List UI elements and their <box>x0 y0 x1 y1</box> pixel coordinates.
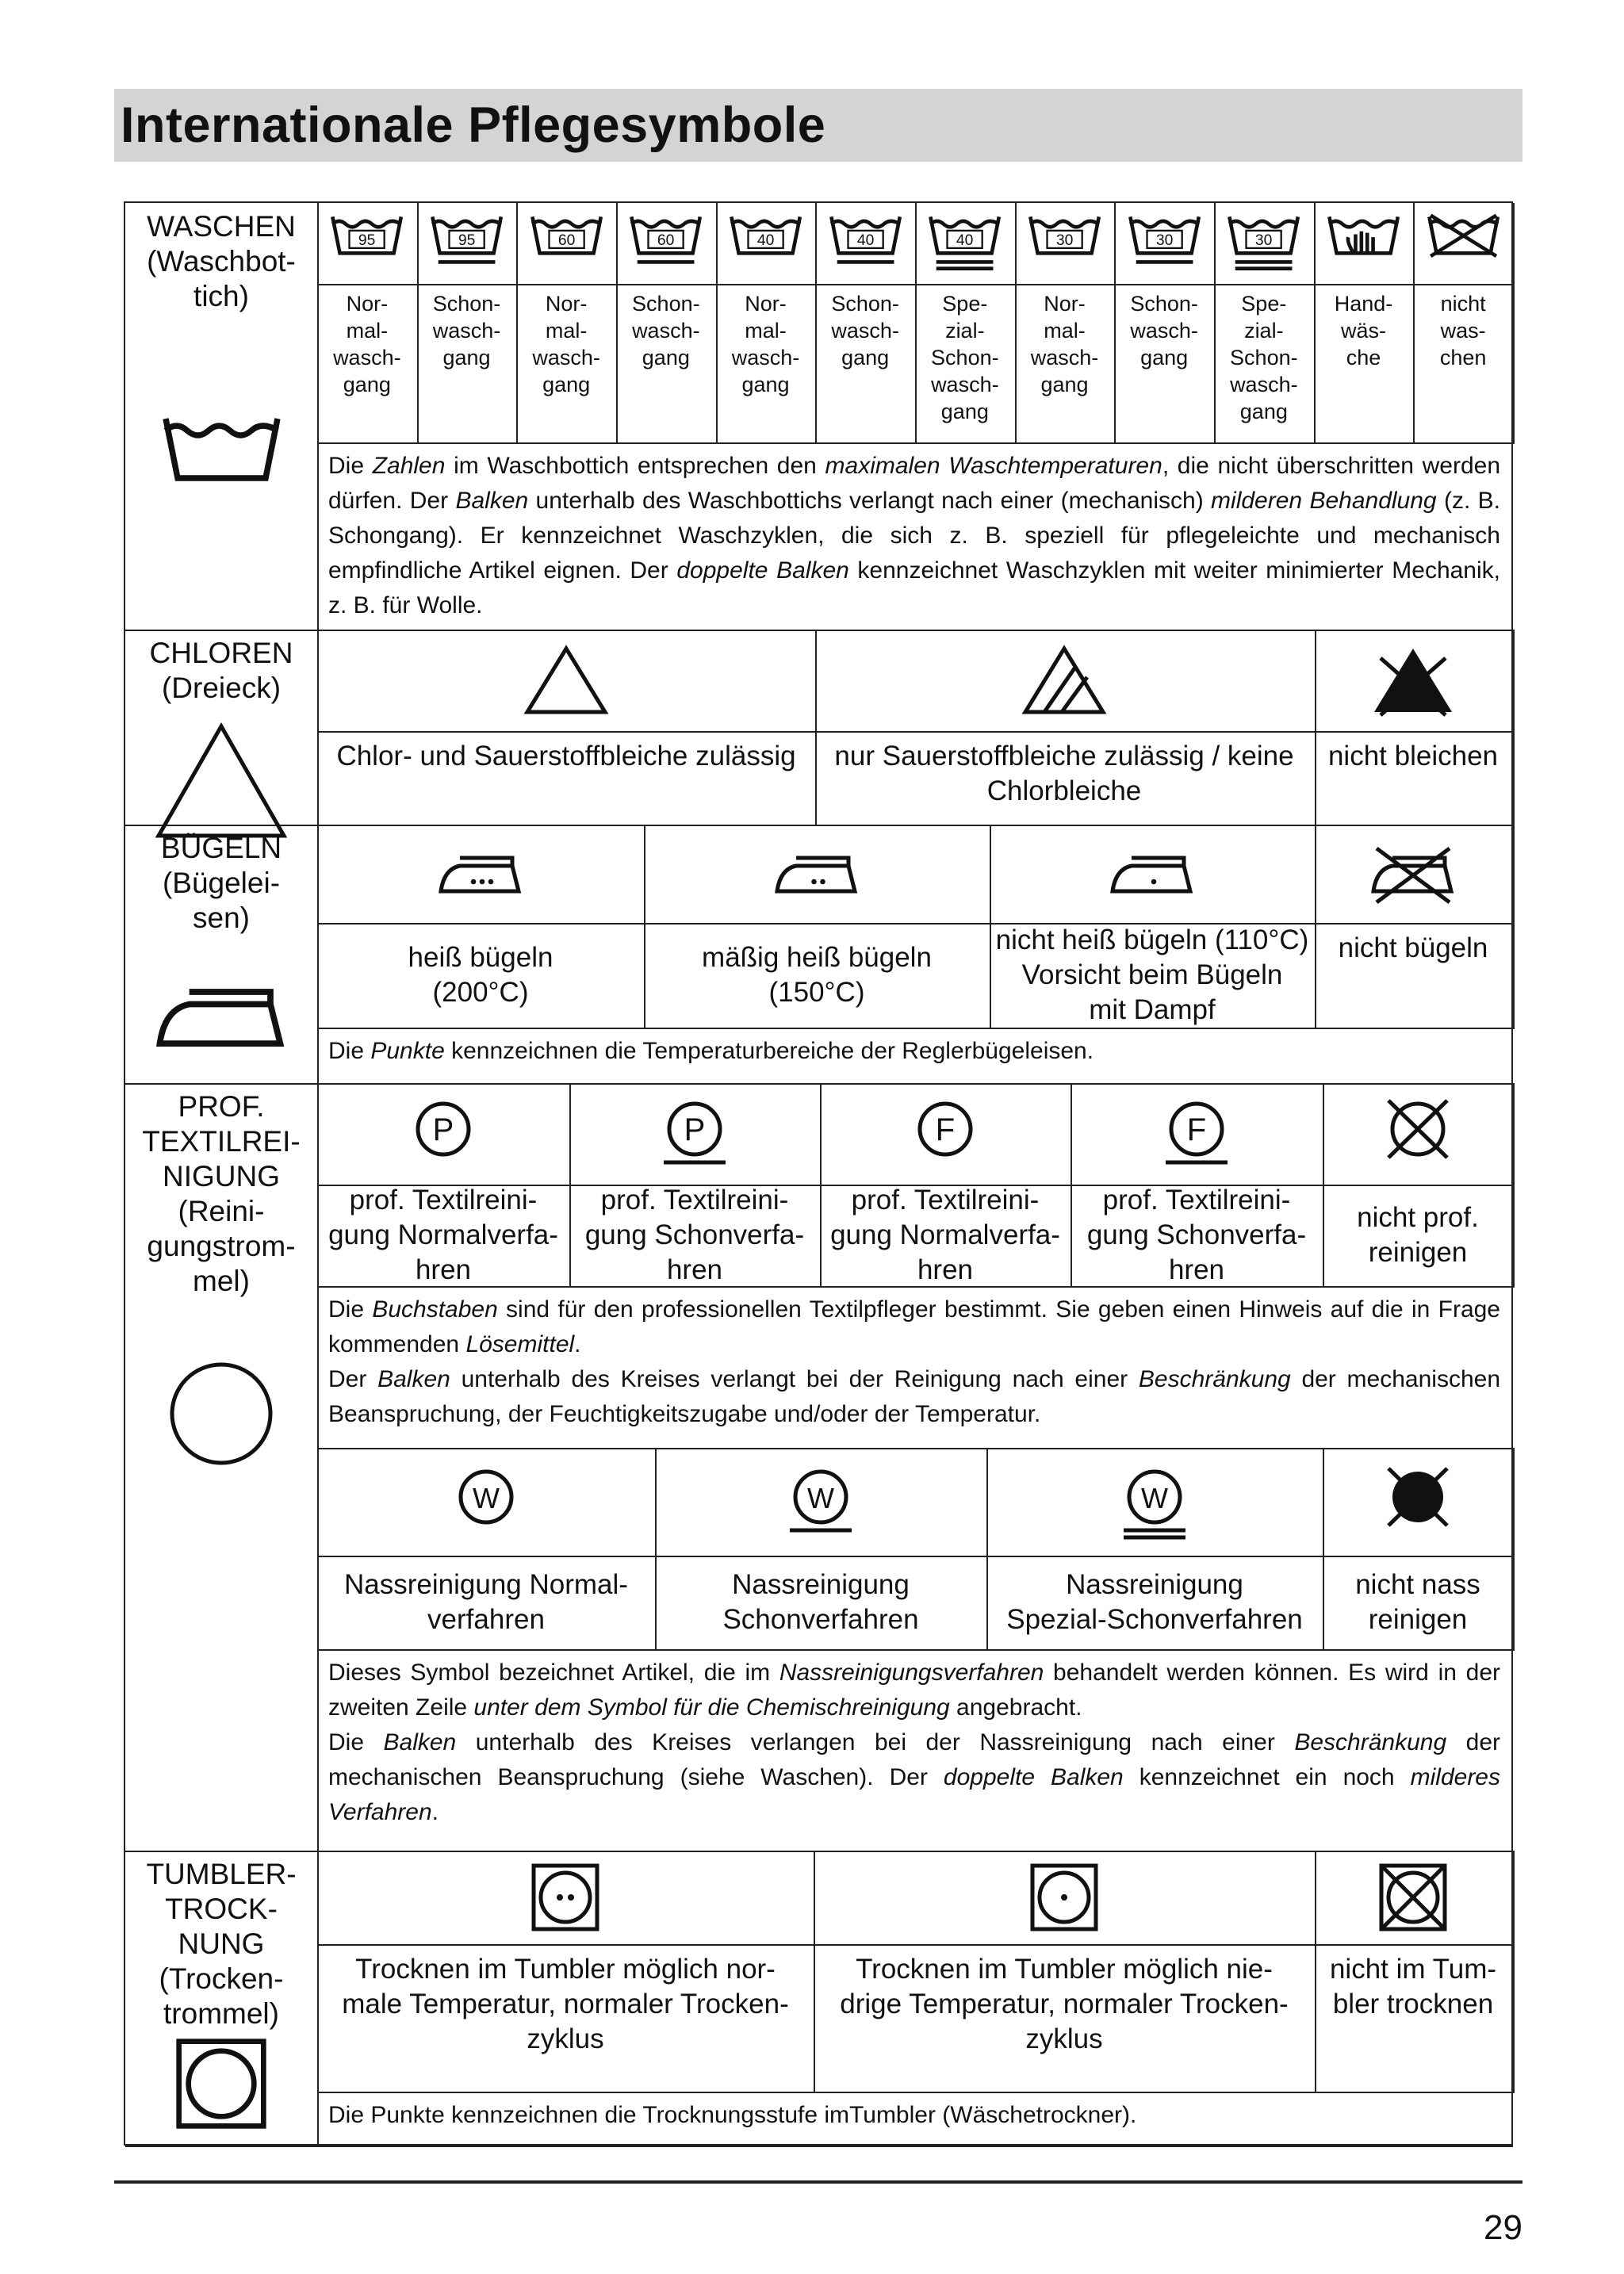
label-line: CHLOREN <box>149 637 293 669</box>
note-text <box>328 1292 1500 1432</box>
bleach-label-cell <box>317 731 817 826</box>
note-emphasis: Balken <box>455 488 529 514</box>
label-line: NUNG <box>178 1928 265 1960</box>
wash-30-icon <box>1025 211 1105 277</box>
label-line: (Waschbot- <box>147 245 296 278</box>
label-line: nicht bügeln <box>1338 932 1488 963</box>
label-line: (Dreieck) <box>161 672 282 704</box>
label-line: bler trocknen <box>1332 1989 1494 2019</box>
dry-clean-label-cell <box>317 1185 571 1288</box>
note-emphasis: Lösemittel <box>465 1331 575 1357</box>
label-line: wasch- <box>632 319 700 343</box>
wet-clean-gentle-icon <box>777 1462 864 1541</box>
svg-text:W: W <box>1141 1482 1168 1514</box>
label-line: Nor- <box>545 292 588 316</box>
oxygen-bleach-only-icon <box>1021 642 1108 718</box>
label-line: Vorsicht beim Bügeln <box>1021 959 1283 990</box>
dry-clean-p-icon <box>400 1094 487 1173</box>
label-line: (200°C) <box>432 977 529 1008</box>
wash-60-icon <box>527 211 607 277</box>
note-segment: Die <box>328 453 373 479</box>
label-line: Schon- <box>831 292 899 316</box>
label-line: sen) <box>193 902 250 934</box>
label-line: wasch- <box>931 373 999 396</box>
label-line: zyklus <box>1025 2023 1103 2054</box>
svg-text:60: 60 <box>657 232 675 249</box>
iron-symbol-cell <box>644 825 991 925</box>
label-line: mel) <box>193 1265 250 1297</box>
wash-symbol-cell <box>716 203 818 285</box>
note-segment: kennzeichnet ein noch <box>1123 1764 1411 1790</box>
label-line: che <box>1346 346 1381 369</box>
label-line: Nor- <box>1044 292 1086 316</box>
label-line: gang <box>1140 346 1189 369</box>
wash-label-cell <box>1413 284 1515 444</box>
dry-clean-symbol-cell <box>820 1083 1072 1186</box>
wash-95-icon <box>327 211 407 277</box>
wash-label-cell <box>1114 284 1216 444</box>
tumble-dry-normal-icon <box>530 1862 601 1933</box>
wash-symbol-cell <box>1015 203 1116 285</box>
label-line: gung Normalverfa- <box>328 1219 558 1250</box>
label-line: mit Dampf <box>1089 994 1216 1025</box>
note-segment: im Waschbottich entsprechen den <box>445 453 825 479</box>
note-emphasis: maximalen Waschtemperaturen <box>825 453 1162 479</box>
label-line: Schon- <box>1230 346 1298 369</box>
note-segment: Die Punkte kennzeichnen die Trocknungsstufe imTumbler (Wäschetrockner). <box>328 2102 1137 2128</box>
wash-label-cell <box>815 284 917 444</box>
wet-clean-symbol-cell <box>655 1448 988 1557</box>
wash-40-special-icon <box>925 211 1005 277</box>
iron-label-cell <box>317 923 645 1029</box>
dry-clean-circle-icon <box>162 1354 281 1473</box>
svg-text:60: 60 <box>557 232 575 249</box>
label-line: wasch- <box>1030 346 1099 369</box>
label-line: PROF. <box>178 1090 265 1123</box>
wash-symbol-cell <box>1214 203 1316 285</box>
label-line: Schon- <box>931 346 999 369</box>
iron-label-cell <box>1313 923 1515 1029</box>
iron-hot-icon <box>433 842 528 905</box>
label-line: tich) <box>193 280 249 312</box>
note-segment: Die <box>328 1296 373 1323</box>
label-line: chen <box>1439 346 1487 369</box>
tumble-note <box>317 2092 1513 2147</box>
category-reinigung <box>125 1083 319 1852</box>
note-text <box>328 2098 1500 2133</box>
label-line: hren <box>917 1254 974 1285</box>
label-line: wasch- <box>1230 373 1298 396</box>
category-buegeln <box>125 825 319 1085</box>
label-line: Hand- <box>1334 292 1393 316</box>
page-number: 29 <box>1484 2208 1522 2247</box>
label-line: gang <box>1040 373 1089 396</box>
label-line: wäs- <box>1340 319 1386 343</box>
label-line: (Reini- <box>178 1195 265 1227</box>
label-line: Schonverfahren <box>722 1604 919 1635</box>
label-line: prof. Textilreini- <box>600 1185 789 1215</box>
label-line: hren <box>415 1254 472 1285</box>
label-line: Schon- <box>1130 292 1198 316</box>
note-emphasis: Zahlen <box>372 453 446 479</box>
dry-clean-label-cell <box>1323 1185 1515 1288</box>
label-line: gang <box>442 346 491 369</box>
label-line: wasch- <box>731 346 800 369</box>
wash-30-gentle-icon <box>1124 211 1205 277</box>
note-segment: . <box>574 1331 581 1357</box>
label-line: BÜGELN <box>160 832 282 864</box>
label-line: Schon- <box>632 292 700 316</box>
label-line: Spe- <box>942 292 988 316</box>
label-line: nicht im Tum- <box>1329 1954 1497 1985</box>
tumble-label-cell <box>814 1944 1316 2093</box>
wet-clean-label-cell <box>1323 1556 1515 1651</box>
note-segment: Der <box>328 1366 378 1392</box>
label-line: drige Temperatur, normaler Trocken- <box>840 1989 1289 2019</box>
bleach-label-cell <box>1313 731 1515 826</box>
wash-symbol-cell <box>815 203 917 285</box>
do-not-wet-clean-icon <box>1374 1462 1461 1541</box>
iron-label-cell <box>644 923 991 1029</box>
iron-symbol-cell <box>317 825 645 925</box>
note-segment: angebracht. <box>949 1694 1082 1721</box>
wash-tub-icon <box>156 409 287 516</box>
label-line: reinigen <box>1368 1237 1468 1268</box>
triangle-icon <box>154 722 289 840</box>
label-line: (150°C) <box>768 977 865 1008</box>
label-line: trommel) <box>163 1997 279 2030</box>
label-line: mal- <box>1044 319 1086 343</box>
bleach-symbol-cell <box>814 630 1316 733</box>
dry-clean-label-cell <box>569 1185 822 1288</box>
note-segment: unterhalb des Kreises verlangt bei der Reinigung nach einer <box>450 1366 1139 1392</box>
label-line: gang <box>741 373 790 396</box>
do-not-tumble-dry-icon <box>1377 1862 1449 1933</box>
label-line: Nassreinigung Normal- <box>344 1569 628 1600</box>
note-emphasis: Punkte <box>370 1038 445 1064</box>
label-line: prof. Textilreini- <box>349 1185 538 1215</box>
note-emphasis: milderes Verfahren <box>328 1764 1500 1825</box>
svg-text:W: W <box>807 1482 834 1514</box>
wash-label-cell <box>516 284 618 444</box>
note-segment: behandelt werden können. Es wird in der zweiten Zeile <box>328 1660 1500 1721</box>
iron-low-icon <box>1105 842 1200 905</box>
wash-label-cell <box>1015 284 1116 444</box>
wash-symbol-cell <box>1314 203 1415 285</box>
note-segment: der mechanischen Beanspruchung, der Feuchtigkeitszugabe und/oder der Temperatur. <box>328 1366 1501 1427</box>
label-line: Nassreinigung <box>732 1569 910 1600</box>
label-line: WASCHEN <box>147 210 296 243</box>
note-segment: kennzeichnet Waschzyklen mit weiter minimierter Mechanik, z. B. für Wolle. <box>328 557 1500 618</box>
label-line: mal- <box>745 319 787 343</box>
wash-30-special-icon <box>1224 211 1304 277</box>
iron-symbol-cell <box>1313 825 1515 925</box>
note-emphasis: Beschränkung <box>1294 1729 1447 1755</box>
wet-clean-symbol-cell <box>1323 1448 1515 1557</box>
label-line: nicht heiß bügeln (110°C) <box>995 925 1309 955</box>
label-line: TEXTILREI- <box>142 1125 301 1158</box>
label-line: Chlorbleiche <box>986 775 1142 806</box>
label-line: was- <box>1440 319 1486 343</box>
tumble-dry-low-icon <box>1028 1862 1100 1933</box>
bleach-symbol-cell <box>317 630 817 733</box>
label-line: nicht nass <box>1355 1569 1480 1600</box>
label-line: gang <box>642 346 690 369</box>
bleach-allowed-icon <box>523 642 610 718</box>
dry-clean-label-cell <box>820 1185 1072 1288</box>
dry-clean-label-cell <box>1071 1185 1324 1288</box>
label-line: gang <box>343 373 391 396</box>
note-segment: der mechanischen Beanspruchung (siehe Waschen). Der <box>328 1729 1501 1790</box>
note-emphasis: unter dem Symbol für die Chemischreinigung <box>473 1694 950 1721</box>
label-line: nur Sauerstoffbleiche zulässig / keine <box>834 741 1294 771</box>
svg-text:30: 30 <box>1155 232 1173 249</box>
wash-symbol-cell <box>1114 203 1216 285</box>
label-line: (Bügelei- <box>162 867 281 899</box>
label-line: gung Schonverfa- <box>584 1219 805 1250</box>
bleach-label-cell <box>814 731 1316 826</box>
label-line: zial- <box>1244 319 1284 343</box>
note-emphasis: milderen Behandlung <box>1211 488 1437 514</box>
tumble-label-cell <box>317 1944 815 2093</box>
tumble-label-cell <box>1313 1944 1515 2093</box>
label-line: gungstrom- <box>147 1230 296 1262</box>
note-emphasis: Balken <box>377 1366 450 1392</box>
label-line: mäßig heiß bügeln <box>702 942 932 973</box>
label-line: gang <box>542 373 591 396</box>
label-line: zial- <box>945 319 985 343</box>
label-line: Trocknen im Tumbler möglich nie- <box>856 1954 1273 1985</box>
dry-clean-p-gentle-icon <box>651 1094 738 1173</box>
dry-clean-note <box>317 1286 1513 1449</box>
wet-clean-label-cell <box>317 1556 657 1651</box>
label-line: NIGUNG <box>163 1160 280 1193</box>
svg-text:P: P <box>432 1112 454 1147</box>
label-line: wasch- <box>333 346 401 369</box>
svg-text:95: 95 <box>458 232 476 249</box>
label-line: wasch- <box>1130 319 1198 343</box>
category-chloren <box>125 630 319 826</box>
iron-label-cell <box>990 923 1316 1029</box>
wash-label-cell <box>716 284 818 444</box>
dry-clean-symbol-cell <box>569 1083 822 1186</box>
wet-clean-label-cell <box>986 1556 1324 1651</box>
label-line: heiß bügeln <box>408 942 553 973</box>
wash-symbol-cell <box>616 203 718 285</box>
label-line: Nor- <box>745 292 787 316</box>
tumble-symbol-cell <box>814 1851 1316 1946</box>
label-line: prof. Textilreini- <box>851 1185 1040 1215</box>
wash-note <box>317 442 1513 631</box>
label-line: Schon- <box>432 292 501 316</box>
label-line: Trocknen im Tumbler möglich nor- <box>355 1954 776 1985</box>
label-line: Nor- <box>346 292 389 316</box>
wet-clean-special-icon <box>1111 1462 1198 1541</box>
wash-60-gentle-icon <box>626 211 706 277</box>
svg-text:40: 40 <box>856 232 874 249</box>
svg-text:W: W <box>473 1482 500 1514</box>
wash-label-cell <box>1314 284 1415 444</box>
category-waschen <box>125 203 319 631</box>
note-segment: kennzeichnen die Temperaturbereiche der Reglerbügeleisen. <box>444 1038 1094 1064</box>
note-emphasis: doppelte Balken <box>676 557 849 584</box>
wet-clean-label-cell <box>655 1556 988 1651</box>
wash-symbol-cell <box>915 203 1017 285</box>
wash-label-cell <box>616 284 718 444</box>
wash-symbol-cell <box>417 203 519 285</box>
label-line: TROCK- <box>165 1893 278 1925</box>
note-emphasis: Nassreinigungsverfahren <box>779 1660 1044 1686</box>
note-text <box>328 1034 1500 1069</box>
svg-text:30: 30 <box>1255 232 1273 249</box>
label-line: mal- <box>545 319 588 343</box>
wash-symbol-cell <box>1413 203 1515 285</box>
wash-symbol-cell <box>317 203 419 285</box>
footer-rule <box>114 2180 1522 2184</box>
label-line: gang <box>841 346 890 369</box>
tumble-symbol-cell <box>317 1851 815 1946</box>
iron-symbol-cell <box>990 825 1316 925</box>
page-title: Internationale Pflegesymbole <box>121 98 826 153</box>
hand-wash-icon <box>1323 211 1404 277</box>
do-not-wash-icon <box>1423 211 1503 277</box>
dry-clean-f-icon <box>902 1094 989 1173</box>
label-line: gang <box>1239 400 1288 423</box>
note-segment: sind für den professionellen Textilpfleger bestimmt. Sie geben einen Hinweis auf die in Frage kommenden <box>328 1296 1500 1357</box>
wash-label-cell <box>915 284 1017 444</box>
note-emphasis: Buchstaben <box>372 1296 498 1323</box>
label-line: gung Normalverfa- <box>830 1219 1060 1250</box>
wash-symbol-cell <box>516 203 618 285</box>
svg-text:30: 30 <box>1055 232 1074 249</box>
wash-40-gentle-icon <box>825 211 906 277</box>
wet-clean-symbol-cell <box>317 1448 657 1557</box>
label-line: Nassreinigung <box>1066 1569 1243 1600</box>
tumble-symbol-cell <box>1313 1851 1515 1946</box>
label-line: verfahren <box>427 1604 545 1635</box>
iron-medium-icon <box>769 842 864 905</box>
label-line: prof. Textilreini- <box>1102 1185 1291 1215</box>
note-text <box>328 1656 1500 1830</box>
label-line: nicht bleichen <box>1327 741 1499 771</box>
note-segment: unterhalb des Waschbottichs verlangt nach einer (mechanisch) <box>528 488 1212 514</box>
note-emphasis: doppelte Balken <box>943 1764 1124 1790</box>
do-not-dry-clean-icon <box>1374 1094 1461 1173</box>
wet-clean-note <box>317 1649 1513 1852</box>
iron-icon <box>147 967 295 1066</box>
wet-clean-icon <box>442 1462 530 1541</box>
label-line: nicht prof. <box>1357 1202 1479 1233</box>
label-line: wasch- <box>831 319 899 343</box>
label-line: hren <box>1168 1254 1225 1285</box>
dry-clean-symbol-cell <box>317 1083 571 1186</box>
wash-label-cell <box>1214 284 1316 444</box>
iron-note <box>317 1028 1513 1085</box>
dry-clean-symbol-cell <box>1071 1083 1324 1186</box>
note-segment: , die nicht überschritten werden dürfen. Der <box>328 453 1501 514</box>
label-line: wasch- <box>532 346 600 369</box>
care-symbols-table <box>124 201 1513 2146</box>
tumble-drum-icon <box>174 2036 269 2131</box>
wash-40-icon <box>726 211 806 277</box>
label-line: hren <box>666 1254 723 1285</box>
label-line: gung Schonverfa- <box>1086 1219 1307 1250</box>
note-segment: Die <box>328 1038 371 1064</box>
svg-text:P: P <box>684 1112 706 1147</box>
label-line: zyklus <box>527 2023 604 2054</box>
note-segment: Dieses Symbol bezeichnet Artikel, die im <box>328 1660 779 1686</box>
note-emphasis: Balken <box>383 1729 457 1755</box>
dry-clean-symbol-cell <box>1323 1083 1515 1186</box>
label-line: gang <box>940 400 989 423</box>
bleach-symbol-cell <box>1313 630 1515 733</box>
wash-95-gentle-icon <box>427 211 507 277</box>
svg-text:F: F <box>1186 1112 1207 1147</box>
label-line: Spezial-Schonverfahren <box>1006 1604 1303 1635</box>
label-line: (Trocken- <box>159 1962 284 1995</box>
category-tumbler <box>125 1851 319 2147</box>
note-segment: unterhalb des Kreises verlangen bei der Nassreinigung nach einer <box>456 1729 1295 1755</box>
label-line: nicht <box>1440 292 1486 316</box>
label-line: Spe- <box>1241 292 1287 316</box>
title-bar <box>114 89 1522 162</box>
svg-text:40: 40 <box>956 232 974 249</box>
dry-clean-f-gentle-icon <box>1153 1094 1240 1173</box>
label-line: male Temperatur, normaler Trocken- <box>342 1989 789 2019</box>
do-not-iron-icon <box>1365 842 1461 905</box>
wet-clean-symbol-cell <box>986 1448 1324 1557</box>
note-segment: Die <box>328 1729 384 1755</box>
label-line: wasch- <box>432 319 501 343</box>
svg-text:F: F <box>935 1112 956 1147</box>
note-segment: . <box>431 1799 439 1825</box>
wash-label-cell <box>417 284 519 444</box>
svg-text:40: 40 <box>756 232 775 249</box>
label-line: reinigen <box>1368 1604 1468 1635</box>
note-emphasis: Beschränkung <box>1138 1366 1291 1392</box>
label-line: Chlor- und Sauerstoffbleiche zulässig <box>336 741 796 771</box>
note-segment: (z. B. Schongang). Er kennzeichnet Waschzyklen, die sich z. B. speziell für pflegeleichte und mechanisch empfindliche Artikel eignen. Der <box>328 488 1500 584</box>
svg-text:95: 95 <box>358 232 376 249</box>
note-text <box>328 449 1500 623</box>
do-not-bleach-icon <box>1369 642 1457 718</box>
label-line: mal- <box>346 319 389 343</box>
wash-label-cell <box>317 284 419 444</box>
label-line: TUMBLER- <box>146 1858 297 1890</box>
